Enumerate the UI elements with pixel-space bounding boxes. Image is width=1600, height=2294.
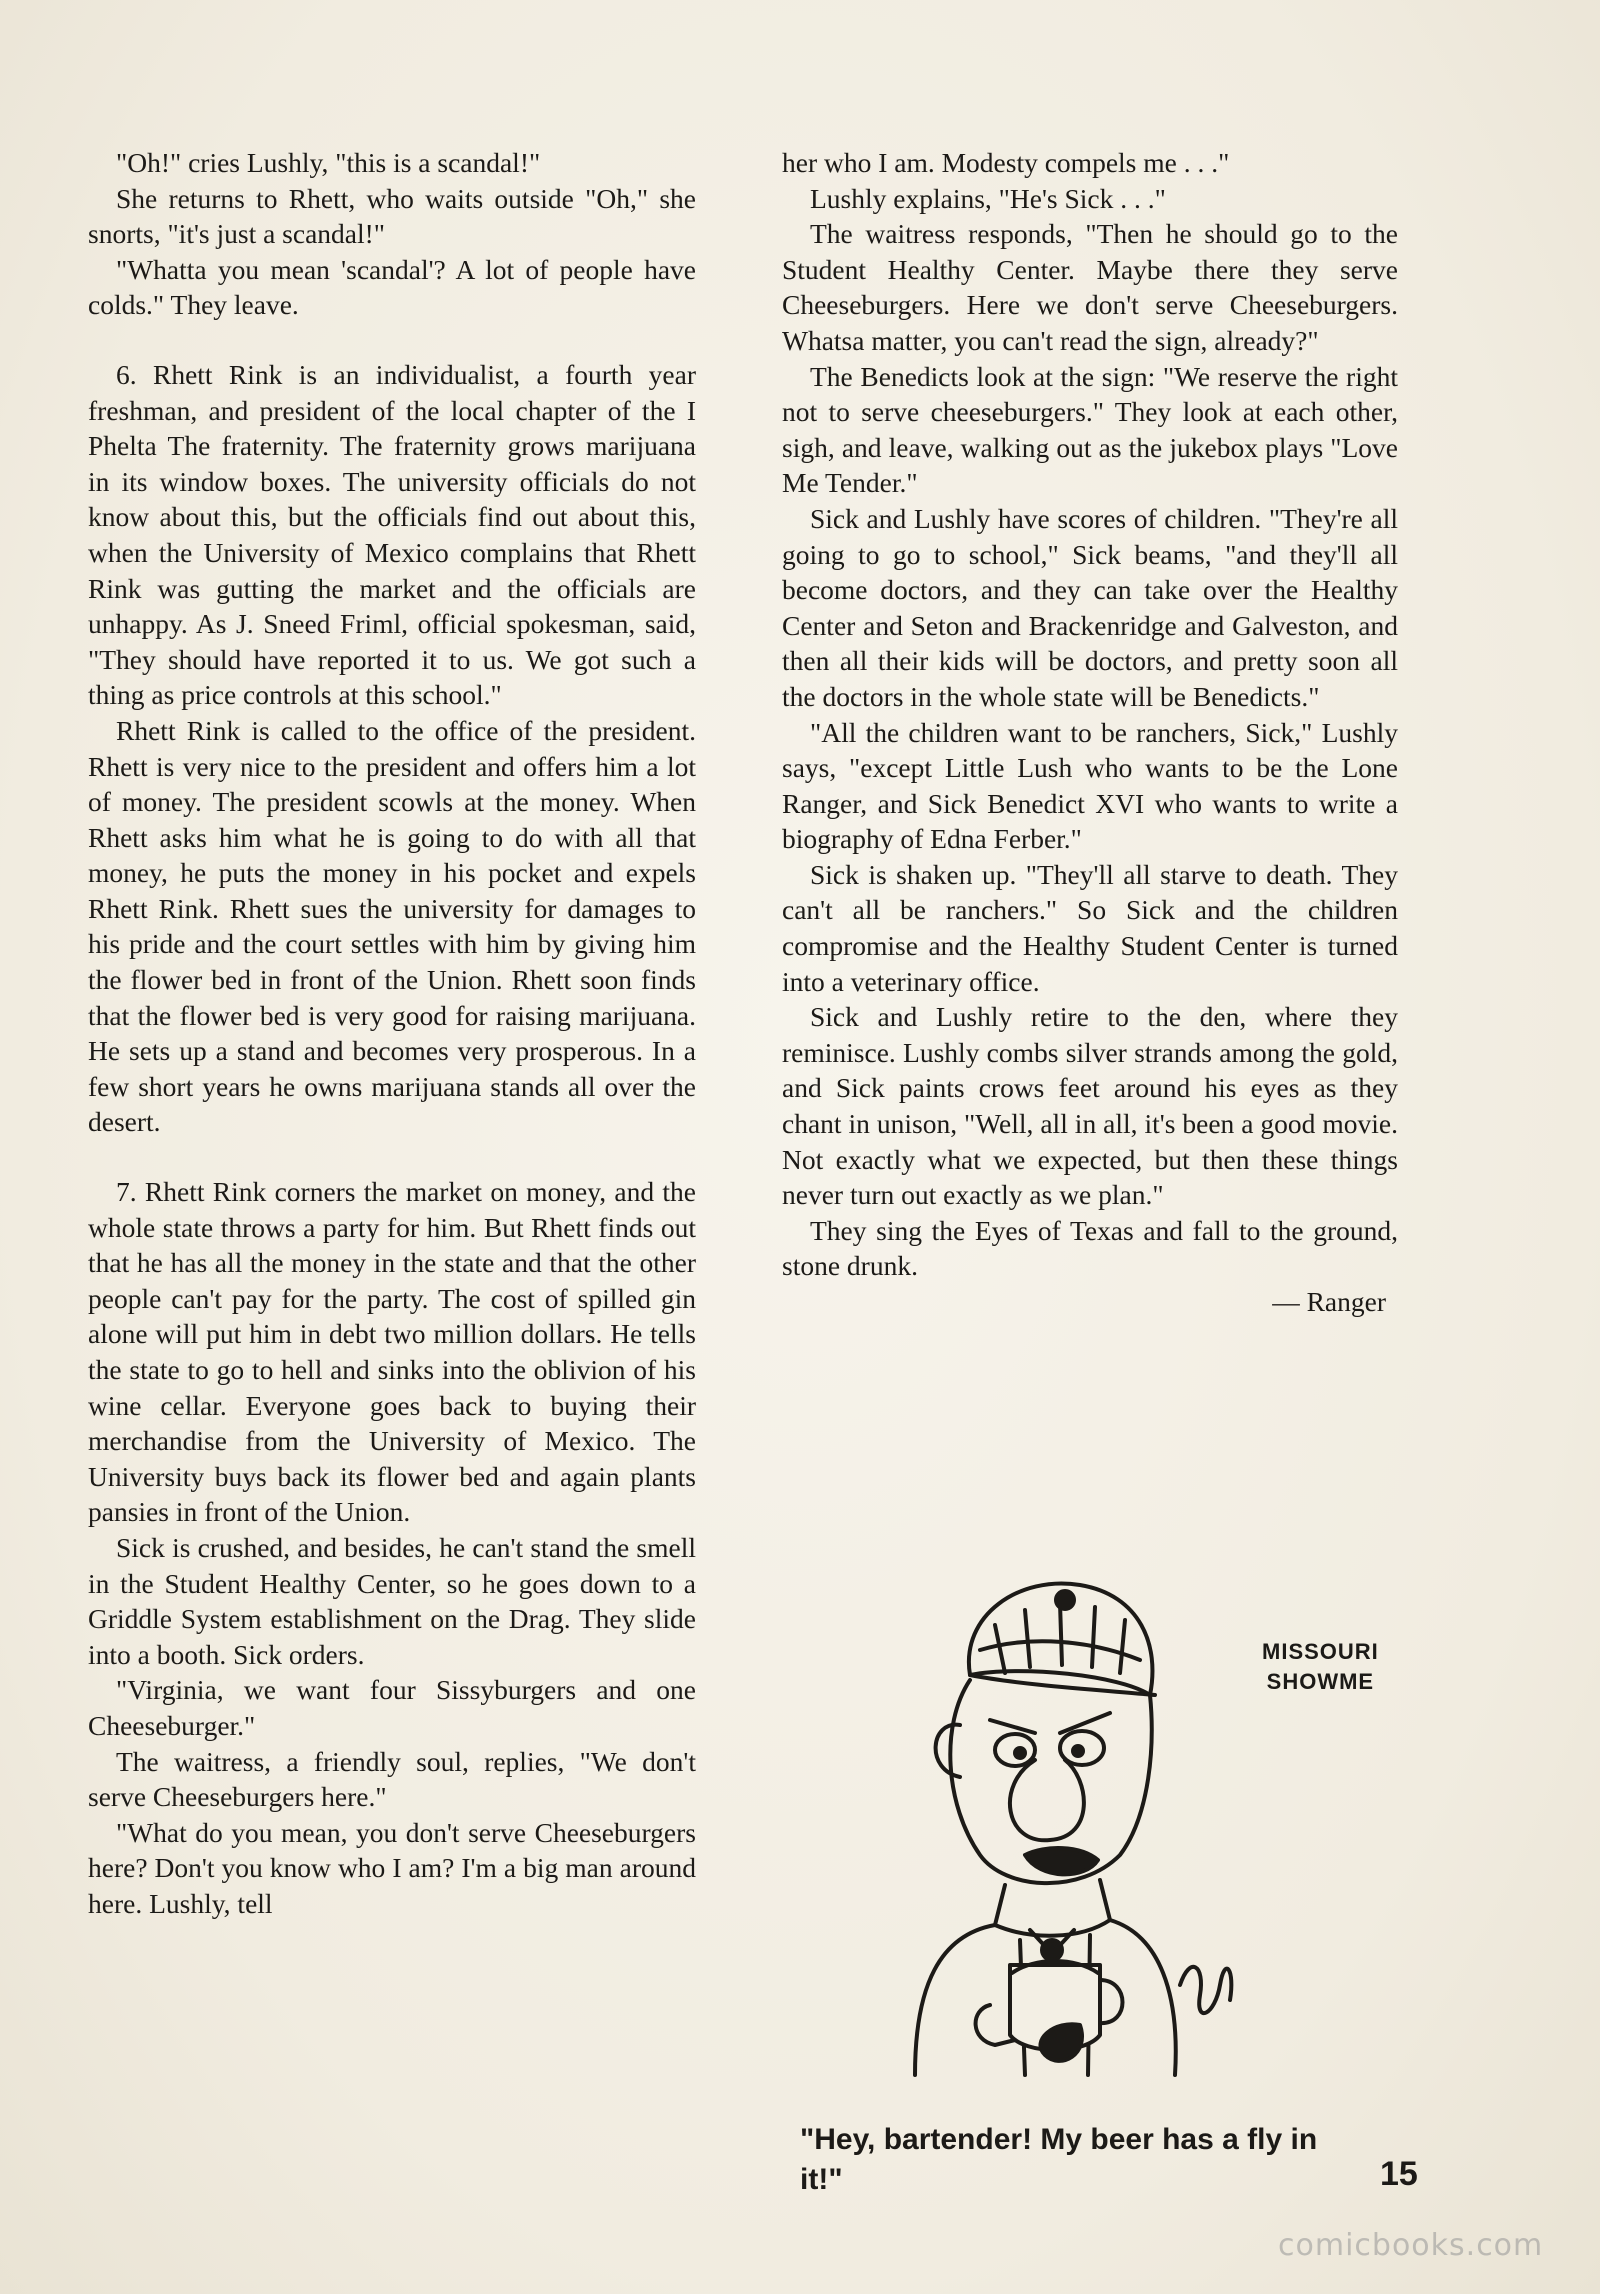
page-number: 15 bbox=[1380, 2155, 1418, 2193]
paragraph: "All the children want to be ranchers, Sick," Lushly says, "except Little Lush who wants to be the Lone Ranger, and Sick Benedict XVI who wants to write a biography of Edna Ferber." bbox=[782, 716, 1398, 855]
paragraph: The waitress, a friendly soul, replies, "We don't serve Cheeseburgers here." bbox=[88, 1745, 696, 1813]
paragraph: "Whatta you mean 'scandal'? A lot of people have colds." They leave. bbox=[88, 253, 696, 321]
right-text-column bbox=[782, 145, 1398, 1320]
paragraph: They sing the Eyes of Texas and fall to the ground, stone drunk. bbox=[782, 1214, 1398, 1282]
credit-line: SHOWME bbox=[1266, 1669, 1375, 1694]
cartoon-caption: "Hey, bartender! My beer has a fly in it!" bbox=[800, 2123, 1318, 2196]
author-signature: — Ranger bbox=[1272, 1286, 1386, 1317]
paragraph: Sick and Lushly have scores of children. "They're all going to go to school," Sick beams, "and they'll all become doctors, and they can take over the Healthy Center and Seton and Brackenridge and Galveston, and then all their kids will be doctors, and pretty soon all the doctors in the whole state will be Benedicts." bbox=[782, 502, 1398, 712]
paragraph: The waitress responds, "Then he should go to the Student Healthy Center. Maybe there they serve Cheeseburgers. Here we don't serve Cheeseburgers. Whatsa matter, you can't read the sign, already?" bbox=[782, 218, 1398, 356]
cartoon-illustration bbox=[820, 1555, 1260, 2095]
left-text-column bbox=[88, 145, 696, 1922]
paragraph: Sick and Lushly retire to the den, where they reminisce. Lushly combs silver strands among the gold, and Sick paints crows feet around his eyes as they chant in unison, "Well, all in all, it's been a good movie. Not exactly what we expected, but then these things never turn out exactly as we plan." bbox=[782, 1001, 1398, 1211]
paragraph: Sick is crushed, and besides, he can't stand the smell in the Student Healthy Center, so he goes down to a Griddle System establishment on the Drag. They slide into a booth. Sick orders. bbox=[88, 1531, 696, 1670]
paragraph: her who I am. Modesty compels me . . ." bbox=[782, 147, 1230, 178]
section-7-paragraph: 7. Rhett Rink corners the market on money, and the whole state throws a party for him. But Rhett finds out that he has all the money in the state and that the other people can't pay for the party. The cost of spilled gin alone will put him in debt two million dollars. He tells the state to go to hell and sinks into the oblivion of his wine cellar. Everyone goes back to buying their merchandise from the University of Mexico. The University buys back its flower bed and again plants pansies in front of the Union. bbox=[88, 1176, 696, 1528]
cartoon-credit bbox=[1262, 1637, 1379, 1697]
paragraph: Rhett Rink is called to the office of the president. Rhett is very nice to the president and offers him a lot of money. The president scowls at the money. When Rhett asks him what he is going to do with all that money, he puts the money in his pocket and expels Rhett Rink. Rhett sues the university for damages to his pride and the court settles with him by giving him the flower bed in front of the Union. Rhett soon finds that the flower bed is very good for raising marijuana. He sets up a stand and becomes very prosperous. In a few short years he owns marijuana stands all over the desert. bbox=[88, 714, 696, 1138]
paragraph: She returns to Rhett, who waits outside "Oh," she snorts, "it's just a scandal!" bbox=[88, 182, 696, 250]
watermark: comicbooks.com bbox=[1278, 2228, 1544, 2263]
paragraph: Sick is shaken up. "They'll all starve to death. They can't all be ranchers." So Sick and the children compromise and the Healthy Student Center is turned into a veterinary office. bbox=[782, 858, 1398, 997]
paragraph: "Oh!" cries Lushly, "this is a scandal!" bbox=[116, 147, 541, 178]
section-6-paragraph: 6. Rhett Rink is an individualist, a fourth year freshman, and president of the local chapter of the I Phelta The fraternity. The fraternity grows marijuana in its window boxes. The university officials do not know about this, but the officials find out about this, when the University of Mexico complains that Rhett Rink was gutting the market and the officials are unhappy. As J. Sneed Friml, official spokesman, said, "They should have reported it to us. We got such a thing as price controls at this school." bbox=[88, 358, 696, 711]
paragraph: "Virginia, we want four Sissyburgers and one Cheeseburger." bbox=[88, 1674, 696, 1741]
paragraph: The Benedicts look at the sign: "We reserve the right not to serve cheeseburgers." They look at each other, sigh, and leave, walking out as the jukebox plays "Love Me Tender." bbox=[782, 360, 1398, 499]
paragraph: Lushly explains, "He's Sick . . ." bbox=[810, 182, 1166, 214]
credit-line: MISSOURI bbox=[1262, 1639, 1379, 1664]
paragraph: "What do you mean, you don't serve Cheeseburgers here? Don't you know who I am? I'm a big man around here. Lushly, tell bbox=[88, 1816, 696, 1919]
